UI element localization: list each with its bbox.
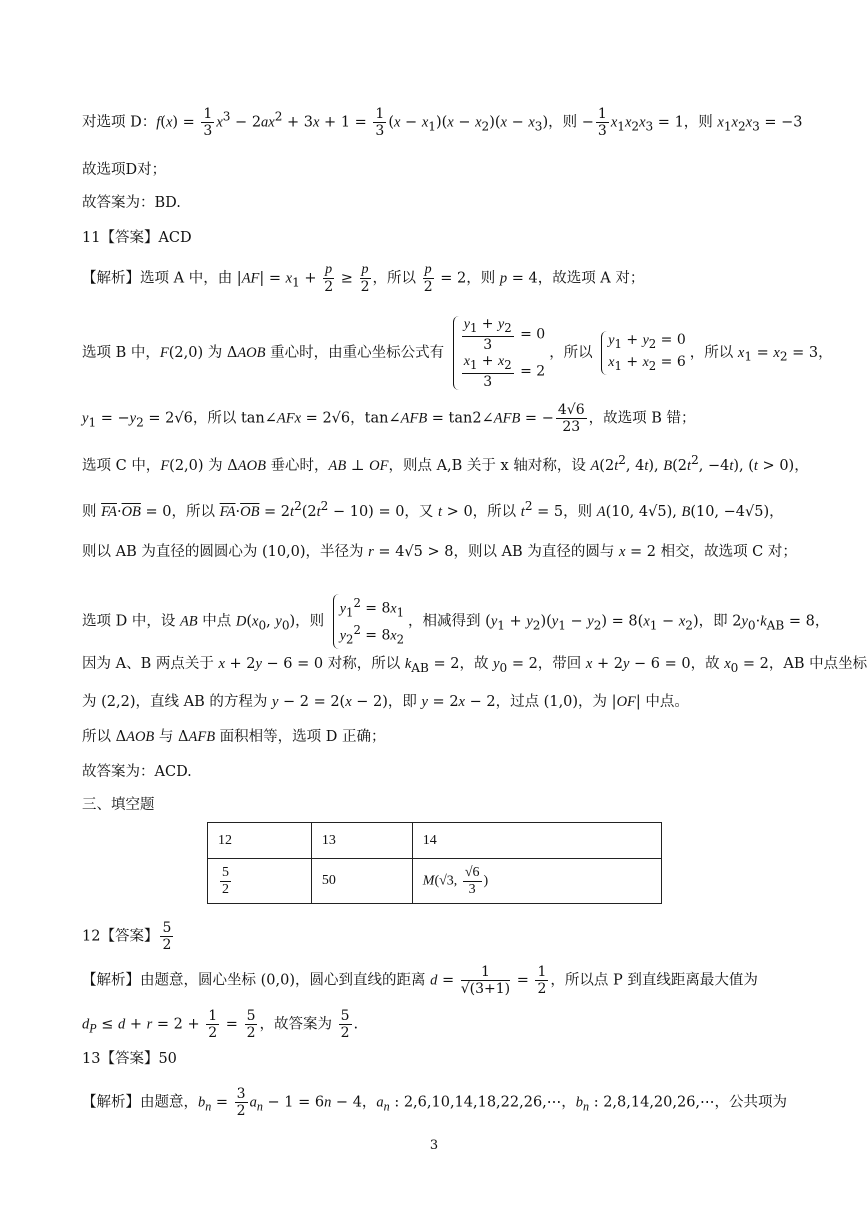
line-q13-sequence: 【解析】由题意，$b_n$ = $\frac{3}{2}$ $a_n - 1 = 6n - 4$，$a_n$ : 2,6,10,14,18,22,26,⋯，$b_n$ : 2,8,14,20,26,⋯，公共项为 [82,1086,788,1119]
line-answer-acd: 故答案为：ACD. [82,764,192,780]
line-q11-dot-product: 则 $\overline{FA}\cdot\overline{OB} = 0$，所以 $\overline{FA}\cdot\overline{OB} = 2t^2(2t^2 - 10) = 0$，又 t > 0，所以 $t^2 = 5$，则 A(10, 4√5), B(10, −4√5)， [82,499,784,520]
line-q11-option-c: 选项 C 中，F(2,0) 为 ΔAOB 垂心时，AB ⊥ OF，则点 A,B 关于 x 轴对称，设 $A(2t^2$, 4t), $B(2t^2$, −4t), (t > 0)， [82,453,809,474]
line-q11-option-a: 【解析】选项 A 中，由 $|AF| = x_1$ + $\frac{p}{2}$ ≥ $\frac{p}{2}$ ，所以 $\frac{p}{2}$ = 2，则 p = 4，故选项 A 对； [82,262,645,295]
line-option-d-cubic: 对选项 D：f(x) = $\frac{1}{3}$ $x^3 - 2ax^2 + 3x + 1$ = $\frac{1}{3}$ $(x - x_1)(x - x_2)(x - x_3)$，则 − $\frac{1}{3}$ $x_1x_2x_3 = 1$，则 $x_1x_2x_3 = -3$ [82,106,803,139]
table-cell: $\frac{5}{2}$ [208,859,312,904]
table-header-row [208,823,662,859]
line-q12-answer: 12【答案】 $\frac{5}{2}$ [82,920,172,953]
table-header-cell: 12 [208,823,312,859]
line-d-correct: 故选项D对； [82,162,167,178]
answer-table [207,822,662,904]
table-header-cell: 14 [412,823,661,859]
line-q12-max: $d_P \le d + r = 2$ + $\frac{1}{2}$ = $\frac{5}{2}$ ，故答案为 $\frac{5}{2}$ . [82,1008,359,1041]
page-number: 3 [429,1138,439,1153]
line-q11-answer: 11【答案】ACD [82,230,192,246]
line-answer-bd: 故答案为：BD. [82,195,181,211]
table-header-cell: 13 [311,823,412,859]
line-q11-option-d: 选项 D 中，设 AB 中点 $D(x_0$, $y_0$)，则 $y_1^2 = 8x_1$ $y_2^2 = 8x_2$ ，相减得到 $(y_1 + y_2)(y_1 - y_2) = 8(x_1 - x_2)$，即 $2y_0\cdot k_{AB} = 8$， [82,596,830,647]
table-row [208,859,662,904]
section-title-fill-in: 三、填空题 [82,797,155,813]
line-q11-option-b: 选项 B 中，F(2,0) 为 ΔAOB 重心时，由重心坐标公式有 $\frac{y_1 + y_2}{3}$ = 0 $\frac{x_1 + x_2}{3}$ = 2 ，所以 $y_1 + y_2 = 0$ $x_1 + x_2 = 6$ ，所以 $x_1 = x_2 = 3$， [82,316,833,390]
table-cell: 50 [311,859,412,904]
line-q13-answer: 13【答案】50 [82,1051,177,1067]
line-q11-tan: $y_1 = -y_2 = 2√6$，所以 tan∠AFx = 2√6，tan∠AFB = tan2∠AFB = − $\frac{4√6}{23}$ ，故选项 B 错； [82,402,696,435]
line-q11-circle: 则以 AB 为直径的圆圆心为 (10,0)，半径为 r = 4√5 > 8，则以 AB 为直径的圆与 x = 2 相交，故选项 C 对； [82,544,797,560]
line-q11-symmetry: 因为 A、B 两点关于 x + 2y − 6 = 0 对称，所以 $k_{AB} = 2$，故 $y_0 = 2$，带回 x + 2y − 6 = 0，故 $x_0 = 2$，AB 中点坐标 [82,656,868,675]
line-q11-area: 所以 ΔAOB 与 ΔAFB 面积相等，选项 D 正确； [82,729,386,745]
line-q11-line-ab: 为 (2,2)，直线 AB 的方程为 y − 2 = 2(x − 2)，即 y = 2x − 2，过点 (1,0)，为 |OF| 中点。 [82,694,689,710]
line-q12-distance: 【解析】由题意，圆心坐标 (0,0)，圆心到直线的距离 d = $\frac{1}{√(3+1)}$ = $\frac{1}{2}$ ，所以点 P 到直线距离最大值为 [82,964,758,997]
table-cell: M(√3, $\frac{√6}{3}$ ) [412,859,661,904]
